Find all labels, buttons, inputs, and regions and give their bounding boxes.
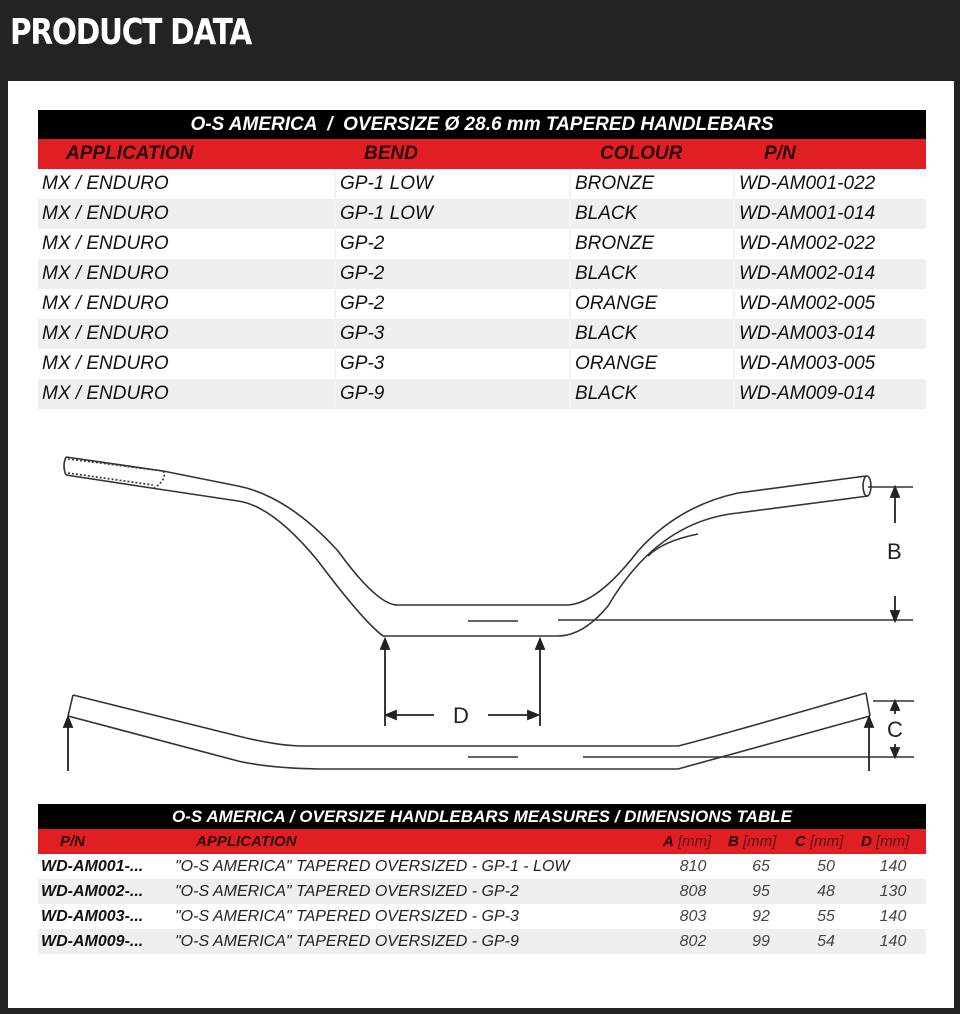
cell-application: MX / ENDURO <box>42 383 169 404</box>
column-divider <box>569 289 571 319</box>
cell-pn: WD-AM001-... <box>41 858 144 875</box>
table-row <box>38 379 926 409</box>
header-application: APPLICATION <box>196 833 297 850</box>
column-divider <box>334 169 336 199</box>
table-row <box>38 229 926 259</box>
table-row <box>38 169 926 199</box>
cell-pn: WD-AM003-005 <box>739 353 876 374</box>
column-divider <box>733 379 735 409</box>
dimensions-table-header <box>38 829 926 854</box>
cell-colour: BRONZE <box>575 233 655 254</box>
cell-bend: GP-1 LOW <box>340 173 433 194</box>
handlebars-table-header <box>38 139 926 169</box>
cell-application: MX / ENDURO <box>42 323 169 344</box>
cell-c: 55 <box>817 908 835 925</box>
column-divider <box>334 319 336 349</box>
column-divider <box>733 169 735 199</box>
cell-b: 92 <box>752 908 770 925</box>
cell-bend: GP-2 <box>340 233 385 254</box>
table-row <box>38 904 926 929</box>
cell-a: 803 <box>679 908 707 925</box>
table-row <box>38 319 926 349</box>
table-row <box>38 879 926 904</box>
cell-bend: GP-3 <box>340 353 385 374</box>
cell-b: 95 <box>752 883 770 900</box>
cell-pn: WD-AM002-014 <box>739 263 876 284</box>
handlebar-dimension-diagram <box>38 431 938 771</box>
column-divider <box>733 319 735 349</box>
dimensions-table <box>38 804 926 954</box>
dimension-arrows <box>64 487 899 771</box>
header-pn: P/N <box>764 143 796 164</box>
cell-c: 48 <box>817 883 835 900</box>
cell-d: 130 <box>879 883 907 900</box>
cell-a: 810 <box>679 858 707 875</box>
cell-pn: WD-AM001-014 <box>739 203 876 224</box>
column-divider <box>334 289 336 319</box>
cell-colour: ORANGE <box>575 353 658 374</box>
handlebar-front-view <box>68 693 914 769</box>
header-d <box>861 833 909 850</box>
cell-a: 802 <box>679 933 707 950</box>
table-row <box>38 854 926 879</box>
column-divider <box>334 199 336 229</box>
header-a-unit: [mm] <box>678 833 712 850</box>
column-divider <box>569 349 571 379</box>
cell-bend: GP-9 <box>340 383 385 404</box>
cell-pn: WD-AM003-... <box>41 908 144 925</box>
cell-colour: BRONZE <box>575 173 655 194</box>
column-divider <box>733 349 735 379</box>
cell-pn: WD-AM003-014 <box>739 323 876 344</box>
header-pn: P/N <box>60 833 86 850</box>
dimension-label-c: C <box>887 717 903 742</box>
cell-application: "O-S AMERICA" TAPERED OVERSIZED - GP-9 <box>175 933 519 950</box>
header-c-letter: C <box>795 833 806 850</box>
header-d-unit: [mm] <box>876 833 910 850</box>
header-bend: BEND <box>364 143 418 164</box>
page-title: PRODUCT DATA <box>10 12 252 53</box>
cell-pn: WD-AM001-022 <box>739 173 876 194</box>
cell-pn: WD-AM009-... <box>41 933 144 950</box>
cell-pn: WD-AM002-... <box>41 883 144 900</box>
column-divider <box>569 229 571 259</box>
table-row <box>38 289 926 319</box>
cell-application: MX / ENDURO <box>42 233 169 254</box>
cell-c: 50 <box>817 858 835 875</box>
product-data-panel <box>8 81 954 1008</box>
cell-application: MX / ENDURO <box>42 293 169 314</box>
column-divider <box>334 229 336 259</box>
handlebars-table-body <box>38 169 926 409</box>
cell-pn: WD-AM002-022 <box>739 233 876 254</box>
cell-application: "O-S AMERICA" TAPERED OVERSIZED - GP-3 <box>175 908 519 925</box>
dimensions-table-title: O-S AMERICA / OVERSIZE HANDLEBARS MEASURES / DIMENSIONS TABLE <box>38 804 926 829</box>
cell-bend: GP-2 <box>340 263 385 284</box>
column-divider <box>733 229 735 259</box>
cell-application: MX / ENDURO <box>42 263 169 284</box>
column-divider <box>569 319 571 349</box>
cell-colour: BLACK <box>575 263 638 284</box>
cell-colour: BLACK <box>575 203 638 224</box>
table-row <box>38 349 926 379</box>
column-divider <box>733 199 735 229</box>
cell-application: MX / ENDURO <box>42 203 169 224</box>
column-divider <box>733 289 735 319</box>
cell-a: 808 <box>679 883 707 900</box>
column-divider <box>569 199 571 229</box>
dimension-label-b: B <box>887 539 902 564</box>
column-divider <box>334 349 336 379</box>
header-b-unit: [mm] <box>743 833 777 850</box>
header-b-letter: B <box>728 833 739 850</box>
cell-pn: WD-AM009-014 <box>739 383 876 404</box>
header-colour: COLOUR <box>600 143 683 164</box>
column-divider <box>334 379 336 409</box>
cell-c: 54 <box>817 933 835 950</box>
table-row <box>38 259 926 289</box>
header-a-letter: A <box>663 833 674 850</box>
dimension-label-d: D <box>453 703 469 728</box>
header-b <box>728 833 776 850</box>
column-divider <box>569 379 571 409</box>
column-divider <box>733 259 735 289</box>
cell-application: MX / ENDURO <box>42 353 169 374</box>
header-c <box>795 833 843 850</box>
cell-colour: ORANGE <box>575 293 658 314</box>
header-d-letter: D <box>861 833 872 850</box>
column-divider <box>569 259 571 289</box>
table-row <box>38 929 926 954</box>
cell-application: "O-S AMERICA" TAPERED OVERSIZED - GP-2 <box>175 883 519 900</box>
cell-b: 99 <box>752 933 770 950</box>
cell-d: 140 <box>879 858 907 875</box>
handlebars-table-title: O-S AMERICA / OVERSIZE Ø 28.6 mm TAPERED HANDLEBARS <box>38 110 926 139</box>
cell-d: 140 <box>879 933 907 950</box>
cell-colour: BLACK <box>575 323 638 344</box>
cell-bend: GP-2 <box>340 293 385 314</box>
cell-bend: GP-1 LOW <box>340 203 433 224</box>
cell-bend: GP-3 <box>340 323 385 344</box>
handlebars-table <box>38 110 926 409</box>
cell-application: "O-S AMERICA" TAPERED OVERSIZED - GP-1 - LOW <box>175 858 570 875</box>
header-c-unit: [mm] <box>810 833 844 850</box>
cell-b: 65 <box>752 858 770 875</box>
header-a <box>663 833 711 850</box>
column-divider <box>334 259 336 289</box>
column-divider <box>569 169 571 199</box>
header-application: APPLICATION <box>66 143 194 164</box>
cell-colour: BLACK <box>575 383 638 404</box>
cell-d: 140 <box>879 908 907 925</box>
dimensions-table-body <box>38 854 926 954</box>
cell-application: MX / ENDURO <box>42 173 169 194</box>
table-row <box>38 199 926 229</box>
handlebar-top-view <box>64 457 913 636</box>
cell-pn: WD-AM002-005 <box>739 293 876 314</box>
